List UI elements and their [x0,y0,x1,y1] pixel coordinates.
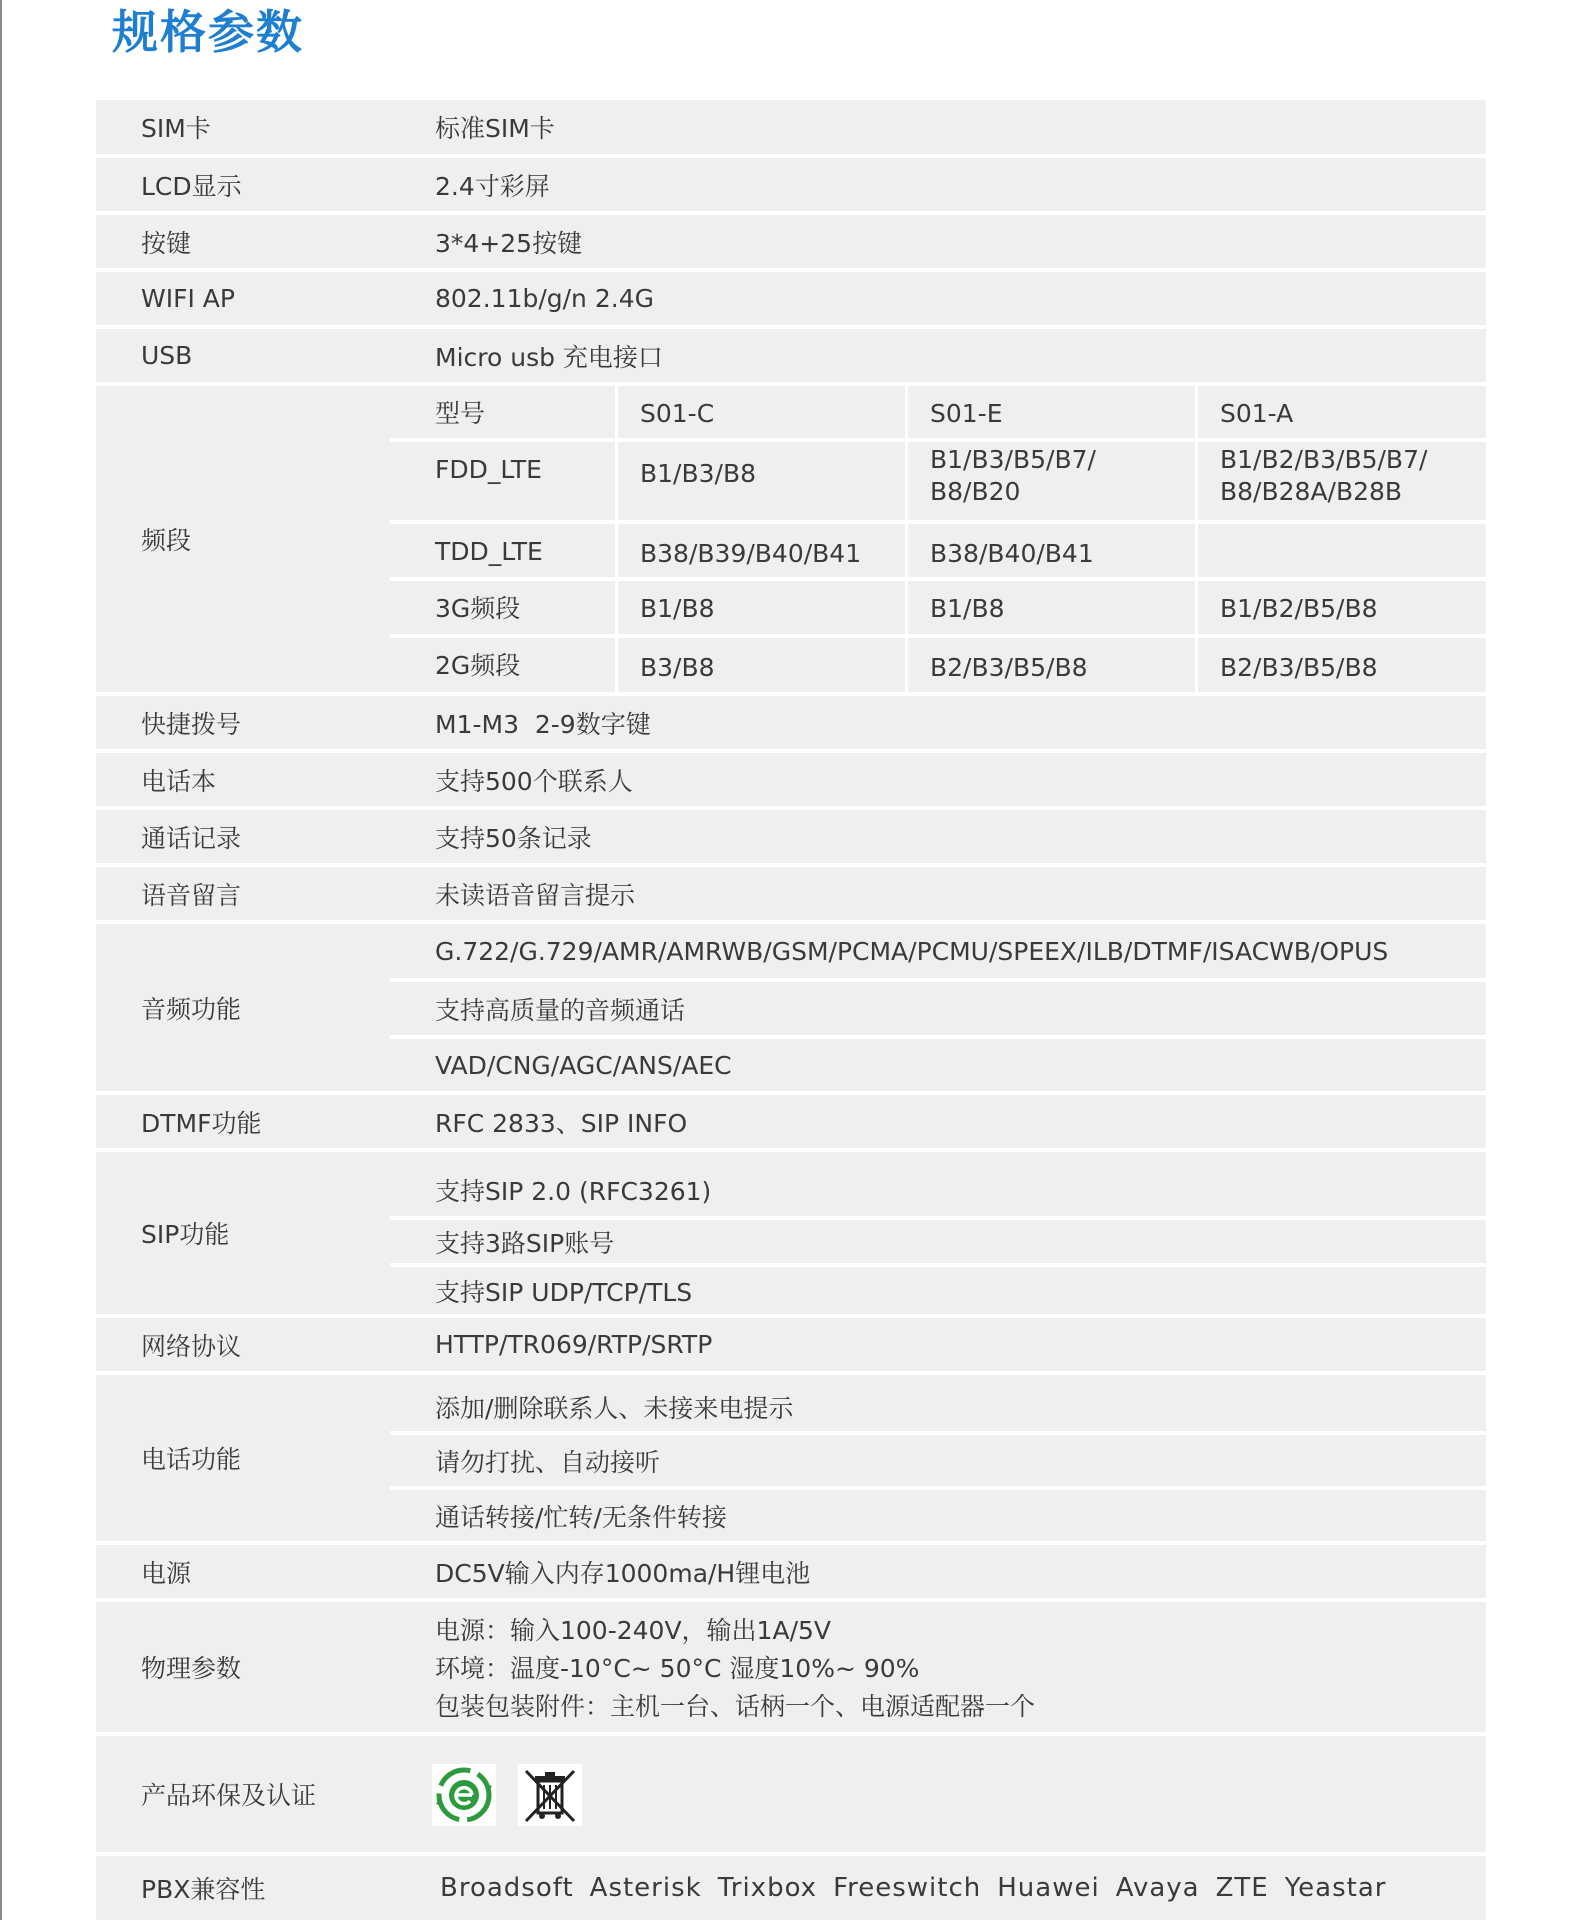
spec-label: 通话记录 [141,823,242,853]
pbx-item: Yeastar [1284,1873,1387,1903]
spec-row-physical [96,1602,1486,1732]
spec-value: 添加/删除联系人、未接来电提示 [390,1375,1486,1431]
spec-row-dtmf [96,1095,1486,1148]
band-header-s01e: S01-E [930,399,1003,428]
spec-label: LCD显示 [141,171,242,201]
pbx-item: Asterisk [589,1873,702,1903]
spec-value: 802.11b/g/n 2.4G [390,272,1486,325]
spec-row-phone-features [96,1375,1486,1541]
spec-label: 电源 [141,1558,192,1588]
spec-row-power [96,1545,1486,1598]
band-fdd-label: FDD_LTE [435,455,542,484]
spec-label: 网络协议 [141,1331,242,1361]
spec-value: Micro usb 充电接口 [390,329,1486,382]
spec-row-pbx [96,1856,1486,1920]
spec-value: 支持SIP 2.0 (RFC3261) [390,1152,1486,1216]
spec-value: 未读语音留言提示 [390,867,1486,920]
spec-row-keys [96,215,1486,268]
spec-row-cert [96,1736,1486,1852]
page-title: 规格参数 [112,5,304,59]
spec-label: 快捷拨号 [141,709,242,739]
band-fdd-s01a: B1/B2/B3/B5/B7/ B8/B28A/B28B [1220,445,1428,506]
spec-value: 标准SIM卡 [390,100,1486,154]
spec-row-sip [96,1152,1486,1314]
spec-label: 电话本 [141,766,217,796]
spec-row-sim [96,100,1486,154]
spec-value: DC5V输入内存1000ma/H锂电池 [390,1545,1486,1598]
china-rohs-e-icon [432,1764,496,1826]
spec-value: 请勿打扰、自动接听 [390,1431,1486,1486]
spec-value: 支持SIP UDP/TCP/TLS [390,1263,1486,1314]
spec-value: 支持3路SIP账号 [390,1216,1486,1263]
spec-value: 电源：输入100-240V，输出1A/5V [435,1616,831,1645]
band-header-s01a: S01-A [1220,399,1294,428]
spec-value: 支持高质量的音频通话 [390,978,1486,1035]
pbx-list [440,1856,1402,1920]
spec-value: M1-M3 2-9数字键 [390,696,1486,749]
band-subtable [390,386,1486,692]
band-tdd-s01c: B38/B39/B40/B41 [640,539,862,568]
spec-row-usb [96,329,1486,382]
pbx-item: Broadsoft [440,1873,574,1903]
spec-row-speed-dial [96,696,1486,749]
spec-row-network [96,1318,1486,1371]
spec-label: SIM卡 [141,114,211,143]
spec-value: 包装包装附件：主机一台、话柄一个、电源适配器一个 [435,1692,1036,1721]
spec-row-phonebook [96,753,1486,806]
spec-value: RFC 2833、SIP INFO [390,1095,1486,1148]
band-3g-s01e: B1/B8 [930,594,1005,623]
left-border-rule [0,0,2,1920]
spec-value: HTTP/TR069/RTP/SRTP [390,1318,1486,1371]
spec-label: USB [141,341,193,370]
pbx-item: Freeswitch [833,1873,982,1903]
spec-label: 按键 [141,228,192,258]
band-fdd-s01c: B1/B3/B8 [640,459,757,488]
cert-icons [432,1764,582,1826]
pbx-item: ZTE [1215,1873,1269,1903]
pbx-item: Huawei [997,1873,1100,1903]
spec-value: VAD/CNG/AGC/ANS/AEC [390,1035,1486,1091]
spec-label: 产品环保及认证 [141,1781,317,1810]
spec-label: SIP功能 [141,1220,230,1249]
spec-label: 物理参数 [141,1654,242,1683]
spec-label: 语音留言 [141,880,242,910]
spec-row-wifi [96,272,1486,325]
pbx-item: Trixbox [717,1873,818,1903]
spec-label: PBX兼容性 [141,1875,266,1904]
band-2g-s01c: B3/B8 [640,653,715,682]
band-3g-label: 3G频段 [435,594,521,623]
spec-value: 支持500个联系人 [390,753,1486,806]
band-header-s01c: S01-C [640,399,715,428]
band-3g-s01c: B1/B8 [640,594,715,623]
spec-row-voicemail [96,867,1486,920]
spec-value: 支持50条记录 [390,810,1486,863]
spec-label: DTMF功能 [141,1108,262,1138]
spec-value: 2.4寸彩屏 [390,158,1486,211]
band-3g-s01a: B1/B2/B5/B8 [1220,594,1378,623]
spec-label: 音频功能 [141,994,242,1024]
band-tdd-s01e: B38/B40/B41 [930,539,1094,568]
band-2g-s01e: B2/B3/B5/B8 [930,653,1088,682]
physical-lines [390,1602,1486,1726]
spec-value: 3*4+25按键 [390,215,1486,268]
band-tdd-label: TDD_LTE [435,537,543,566]
spec-row-audio [96,924,1486,1091]
band-tdd-s01a [1198,524,1486,577]
band-header-model: 型号 [435,399,486,428]
spec-label: 频段 [141,526,192,555]
spec-row-band [96,386,1486,692]
band-2g-label: 2G频段 [435,651,521,680]
band-fdd-s01e: B1/B3/B5/B7/ B8/B20 [930,445,1096,506]
band-2g-s01a: B2/B3/B5/B8 [1220,653,1378,682]
weee-crossed-bin-icon [518,1764,582,1826]
spec-value: G.722/G.729/AMR/AMRWB/GSM/PCMA/PCMU/SPEEX/ILB/DTMF/ISACWB/OPUS [390,924,1486,978]
spec-value: 通话转接/忙转/无条件转接 [390,1486,1486,1541]
spec-row-lcd [96,158,1486,211]
spec-row-call-log [96,810,1486,863]
spec-label: WIFI AP [141,284,235,313]
spec-label: 电话功能 [141,1445,242,1474]
pbx-item: Avaya [1115,1873,1200,1903]
spec-value: 环境：温度-10°C~ 50°C 湿度10%~ 90% [435,1654,920,1683]
